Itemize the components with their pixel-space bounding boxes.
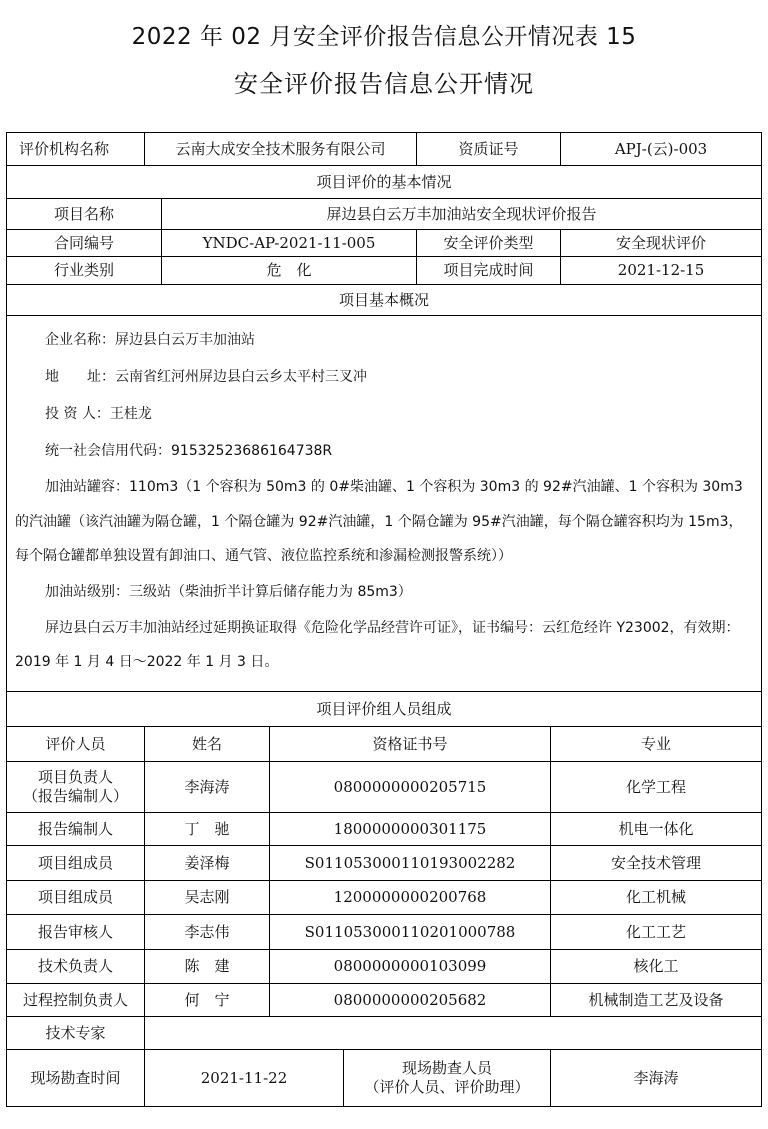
survey-people-label (344, 1050, 551, 1107)
org-label: 评价机构名称 (7, 133, 145, 166)
member-cert: 0800000000205682 (270, 984, 551, 1017)
overview-company: 企业名称：屏边县白云万丰加油站 (45, 332, 255, 348)
member-role: 过程控制负责人 (7, 984, 145, 1017)
table-row (7, 881, 762, 915)
member-role: 报告编制人 (7, 813, 145, 846)
table-row (7, 762, 762, 813)
member-role-line2: （报告编制人） (22, 787, 128, 805)
org-row (7, 133, 762, 166)
expert-value (145, 1017, 762, 1050)
page-title: 2022 年 02 月安全评价报告信息公开情况表 15 (131, 24, 637, 50)
member-name: 姜泽梅 (145, 846, 270, 881)
table-row (7, 846, 762, 881)
overview-investor: 投 资 人：王桂龙 (45, 406, 152, 422)
member-name: 陈 建 (145, 950, 270, 984)
member-name: 李志伟 (145, 915, 270, 950)
team-header-major: 专业 (551, 727, 762, 762)
industry-label: 行业类别 (7, 257, 162, 285)
member-major: 化工机械 (551, 881, 762, 915)
overview-section-title: 项目基本概况 (7, 285, 762, 316)
member-major: 化工工艺 (551, 915, 762, 950)
table-row (7, 813, 762, 846)
basic-section-title: 项目评价的基本情况 (7, 166, 762, 199)
survey-people-value: 李海涛 (551, 1050, 762, 1107)
team-header-row (7, 727, 762, 762)
member-major: 机械制造工艺及设备 (551, 984, 762, 1017)
complete-label: 项目完成时间 (417, 257, 561, 285)
page-subtitle: 安全评价报告信息公开情况 (234, 70, 534, 98)
overview-credit-code: 统一社会信用代码：91532523686164738R (45, 443, 333, 459)
disclosure-table (6, 132, 762, 1107)
eval-type-label: 安全评价类型 (417, 230, 561, 257)
contract-no: YNDC-AP-2021-11-005 (162, 230, 417, 257)
table-row (7, 950, 762, 984)
survey-time-label: 现场勘查时间 (7, 1050, 145, 1107)
member-major: 核化工 (551, 950, 762, 984)
member-role: 报告审核人 (7, 915, 145, 950)
member-cert: S011053000110193002282 (270, 846, 551, 881)
industry: 危 化 (162, 257, 417, 285)
complete-date: 2021-12-15 (561, 257, 762, 285)
team-header-role: 评价人员 (7, 727, 145, 762)
overview-tanks: 加油站罐容：110m3（1 个容积为 50m3 的 0#柴油罐、1 个容积为 30m3 的 92#汽油罐、1 个容积为 30m3 的汽油罐（该汽油罐为隔仓罐，1 个隔仓罐为 92#汽油罐，1 个隔仓罐为 95#汽油罐，每个隔仓罐容积均为 15m3，每个隔仓罐都单独设置有卸油口、通气管、液位监控系统和渗漏检测报警系统）） (15, 479, 743, 564)
expert-label: 技术专家 (7, 1017, 145, 1050)
table-row (7, 984, 762, 1017)
member-role-line1: 项目负责人 (37, 768, 113, 787)
org-value: 云南大成安全技术服务有限公司 (145, 133, 417, 166)
member-role (7, 762, 145, 813)
member-cert: 0800000000103099 (270, 950, 551, 984)
team-section-title: 项目评价组人员组成 (7, 692, 762, 727)
member-role: 技术负责人 (7, 950, 145, 984)
member-major: 安全技术管理 (551, 846, 762, 881)
team-header-cert: 资格证书号 (270, 727, 551, 762)
project-name: 屏边县白云万丰加油站安全现状评价报告 (162, 199, 762, 230)
cert-label: 资质证号 (417, 133, 561, 166)
contract-label: 合同编号 (7, 230, 162, 257)
team-header-name: 姓名 (145, 727, 270, 762)
survey-time-value: 2021-11-22 (145, 1050, 344, 1107)
cert-value: APJ-(云)-003 (561, 133, 762, 166)
survey-people-label-line2: （评价人员、评价助理） (364, 1078, 530, 1096)
member-cert: 0800000000205715 (270, 762, 551, 813)
table-row (7, 915, 762, 950)
member-cert: 1800000000301175 (270, 813, 551, 846)
project-name-label: 项目名称 (7, 199, 162, 230)
member-role: 项目组成员 (7, 846, 145, 881)
member-name: 何 宁 (145, 984, 270, 1017)
overview-address: 地 址：云南省红河州屏边县白云乡太平村三叉冲 (45, 369, 367, 385)
member-major: 化学工程 (551, 762, 762, 813)
survey-row (7, 1050, 762, 1107)
member-role: 项目组成员 (7, 881, 145, 915)
overview-body (7, 316, 762, 692)
overview-level: 加油站级别：三级站（柴油折半计算后储存能力为 85m3） (45, 583, 412, 600)
member-name: 李海涛 (145, 762, 270, 813)
member-name: 丁 驰 (145, 813, 270, 846)
member-name: 吴志刚 (145, 881, 270, 915)
expert-row (7, 1017, 762, 1050)
eval-type: 安全现状评价 (561, 230, 762, 257)
survey-people-label-line1: 现场勘查人员 (402, 1059, 493, 1078)
member-cert: 1200000000200768 (270, 881, 551, 915)
member-major: 机电一体化 (551, 813, 762, 846)
overview-license: 屏边县白云万丰加油站经过延期换证取得《危险化学品经营许可证》，证书编号：云红危经许 Y23002，有效期：2019 年 1 月 4 日～2022 年 1 月 3 日。 (15, 619, 740, 670)
member-cert: S011053000110201000788 (270, 915, 551, 950)
